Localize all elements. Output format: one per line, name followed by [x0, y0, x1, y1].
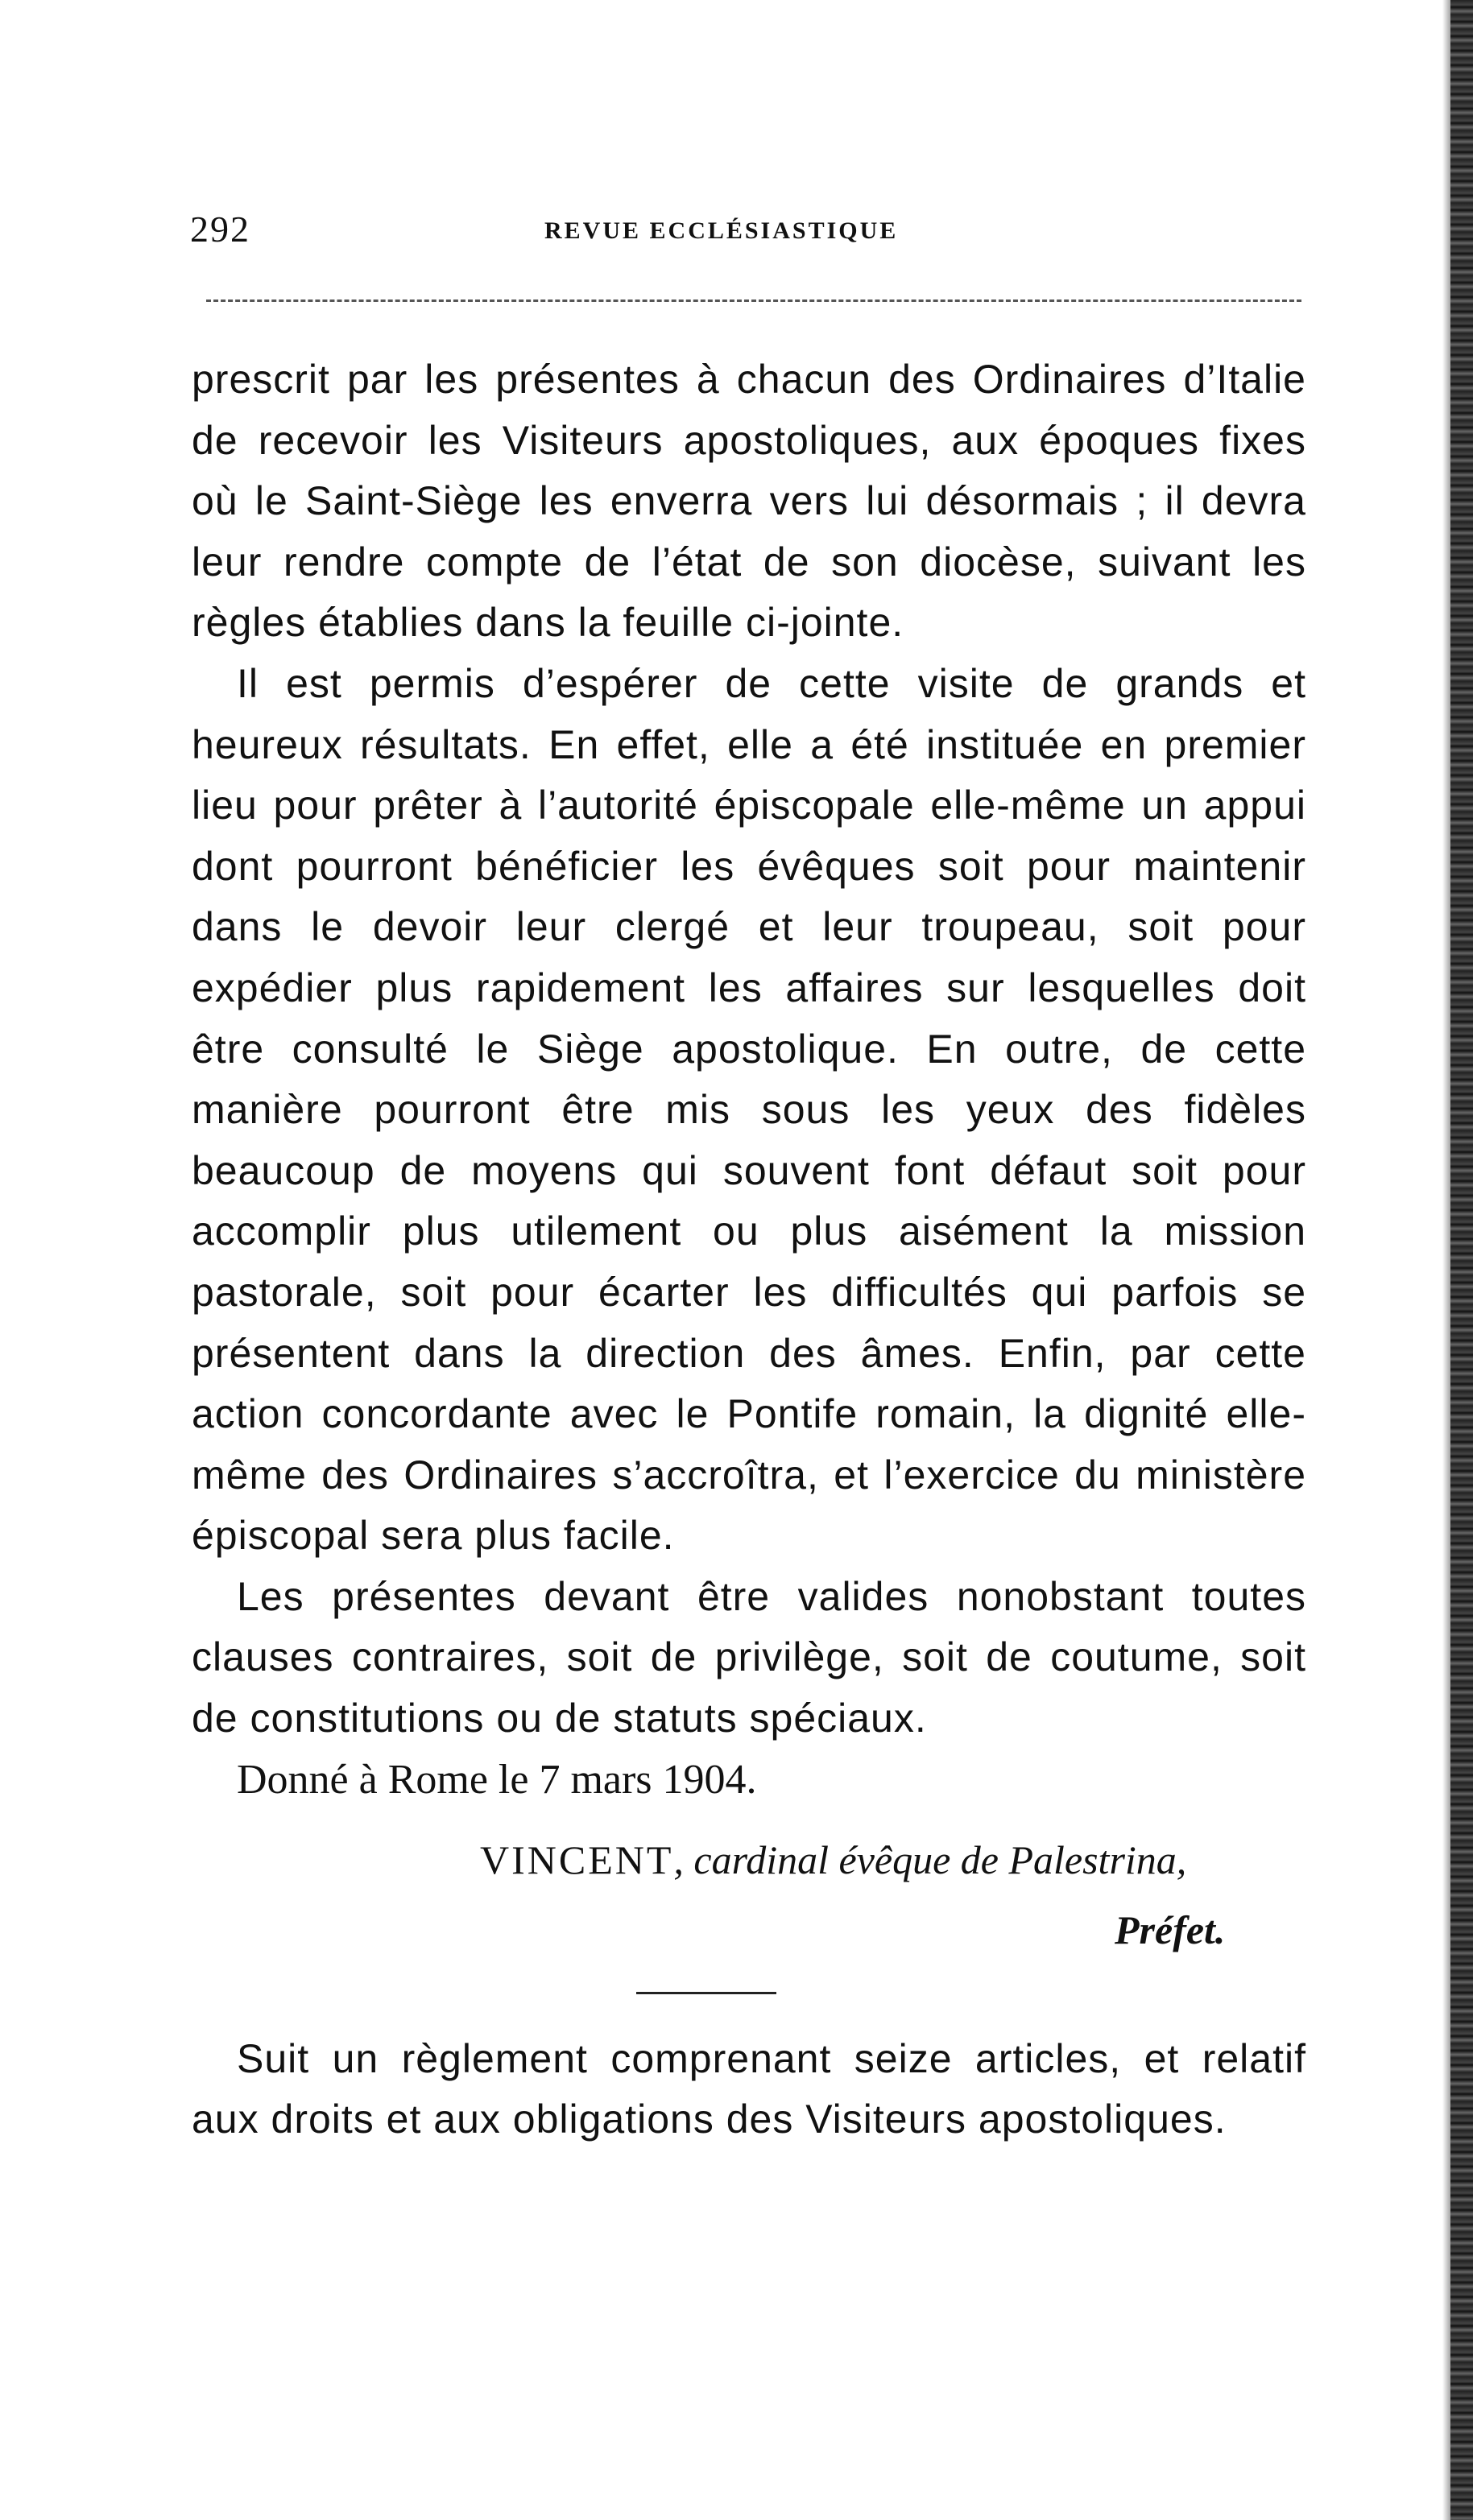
date-line: Donné à Rome le 7 mars 1904. [237, 1757, 757, 1803]
footer-paragraph: Suit un règlement comprenant seize articles, et relatif aux droits et aux obligations des Visiteurs apostoliques. [192, 2036, 1306, 2142]
page-number: 292 [190, 209, 250, 250]
paragraph-1: prescrit par les présentes à chacun des Ordinaires d’Italie de recevoir les Visiteurs apostoliques, aux époques fixes où le Saint-Siège les enverra vers lui désormais ; il devra leur rendre compte de l’état de son diocèse, suivant les règles établies dans la feuille ci-jointe. [192, 357, 1306, 646]
footer-note [192, 2029, 1306, 2150]
paragraph-2: Il est permis d’espérer de cette visite de grands et heureux résultats. En effet, elle a été instituée en premier lieu pour prêter à l’autorité épiscopale elle-même un appui dont pourront bénéficier les évêques soit pour maintenir dans le devoir leur clergé et leur troupeau, soit pour expédier plus rapidement les affaires sur lesquelles doit être consulté le Siège apostolique. En outre, de cette manière pourront être mis sous les yeux des fidèles beaucoup de moyens qui souvent font défaut soit pour accomplir plus utilement ou plus aisément la mission pastorale, soit pour écarter les difficultés qui parfois se présentent dans la direction des âmes. Enfin, par cette action concordante avec le Pontife romain, la dignité elle-même des Ordinaires s’accroîtra, et l’exercice du ministère épiscopal sera plus facile. [192, 660, 1306, 1559]
book-edge [1450, 0, 1473, 2520]
paragraph-3: Les présentes devant être valides nonobstant toutes clauses contraires, soit de privilège, soit de coutume, soit de constitutions ou de statuts spéciaux. [192, 1573, 1306, 1741]
signature-name: VINCENT [480, 1837, 674, 1882]
signature-title: , cardinal évêque de Palestrina, [673, 1837, 1187, 1882]
header-rule [206, 300, 1301, 302]
signature-role: Préfet. [1115, 1907, 1226, 1952]
signature [480, 1836, 1186, 1883]
page-edge-shadow [1442, 0, 1450, 2520]
body-text [192, 349, 1306, 1750]
running-title: REVUE ECCLÉSIASTIQUE [544, 217, 899, 244]
page-header [190, 208, 1301, 256]
section-separator [636, 1992, 776, 1994]
